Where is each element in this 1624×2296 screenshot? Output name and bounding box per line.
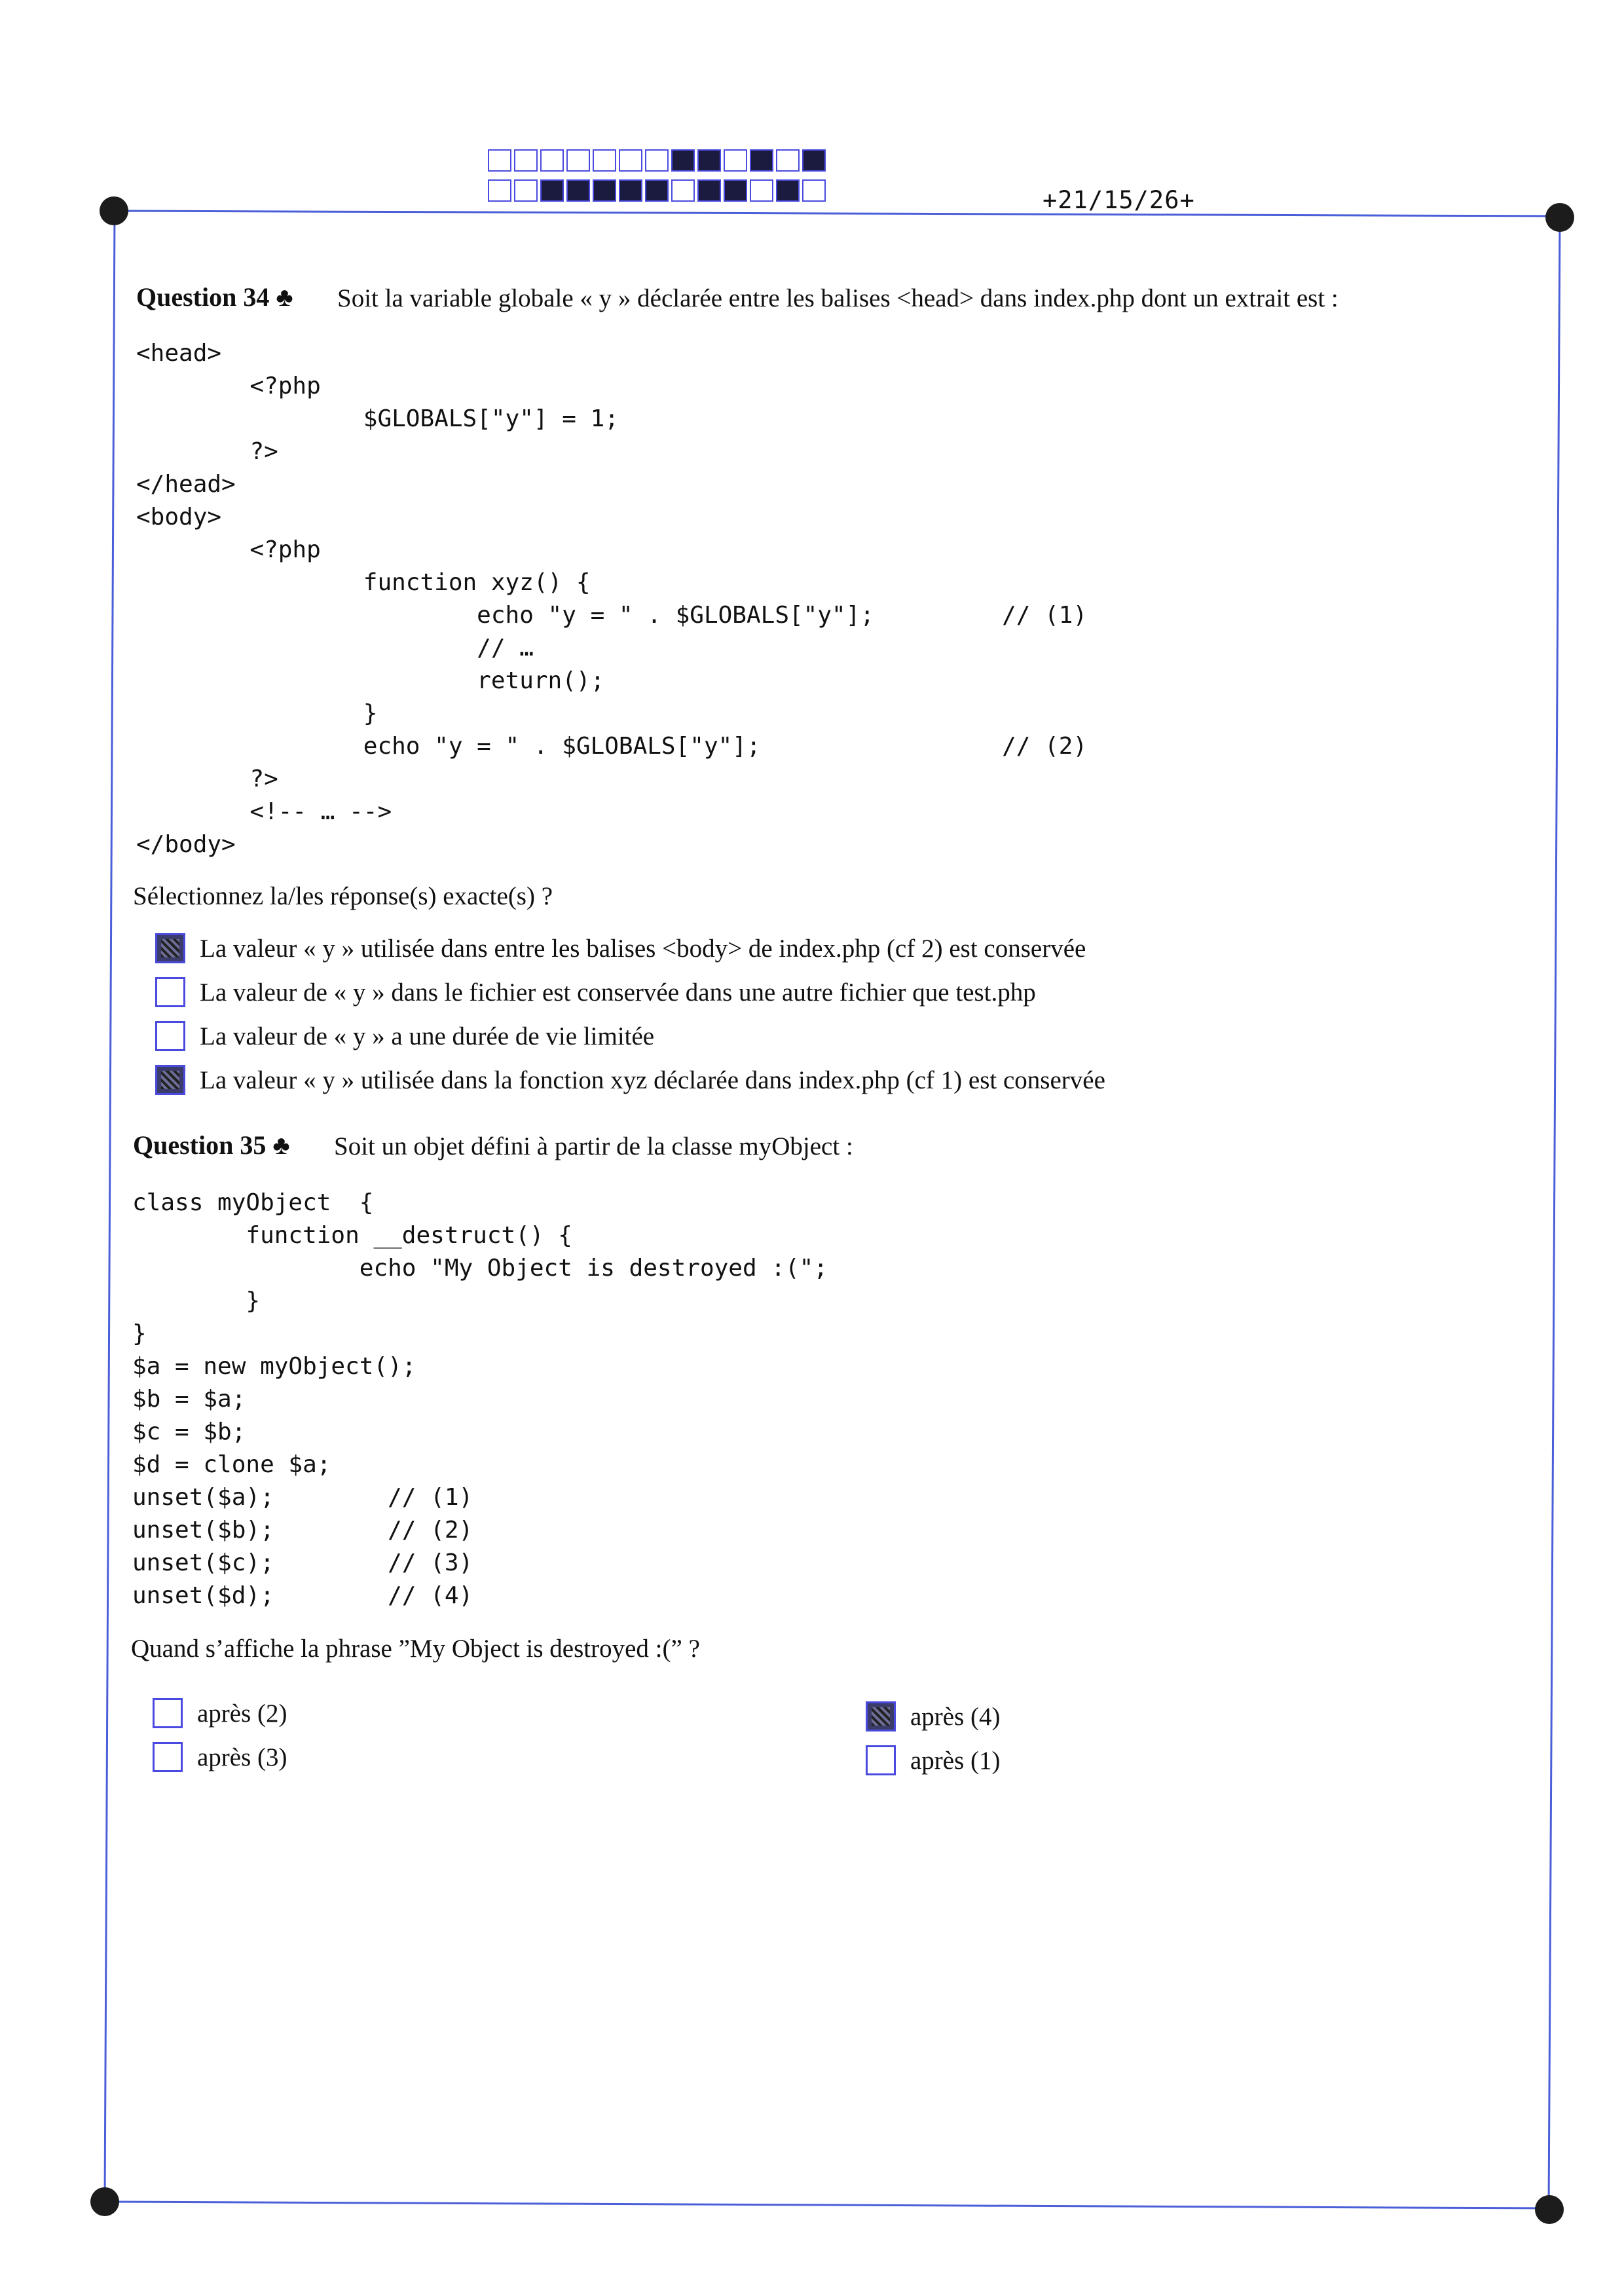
club-icon: ♣ [272, 1130, 290, 1160]
q35-answer-3[interactable] [866, 1701, 1001, 1731]
q34-answer-4-label: La valeur « y » utilisée dans la fonction xyz déclarée dans index.php (cf 1) est conservée [200, 1065, 1105, 1094]
q35-answer-2[interactable] [153, 1742, 287, 1772]
question-35-prompt: Quand s’affiche la phrase ”My Object is destroyed :(” ? [131, 1635, 700, 1663]
q35-answer-2-label: après (3) [197, 1743, 287, 1771]
q34-checkbox-2[interactable] [155, 977, 185, 1007]
barcode-cell [645, 179, 669, 202]
q35-answer-1[interactable] [153, 1698, 287, 1728]
corner-mark-bottom-left [90, 2187, 119, 2216]
question-34-number: Question 34 [136, 282, 270, 312]
question-35-text: Soit un objet défini à partir de la classe myObject : [334, 1132, 853, 1160]
q35-answer-4-label: après (1) [910, 1746, 1001, 1775]
q35-checkbox-2[interactable] [153, 1742, 183, 1772]
barcode-cell [514, 179, 538, 202]
q34-answer-3[interactable] [155, 1021, 654, 1051]
question-34-prompt: Sélectionnez la/les réponse(s) exacte(s) ? [133, 882, 553, 910]
barcode-cell [488, 149, 511, 172]
corner-mark-top-left [100, 196, 128, 225]
question-35-code: class myObject { function __destruct() { echo "My Object is destroyed :("; } } $a = new myObject(); $b = $a; $c = $b; $d = clone $a; unset($a); // (1) unset($b); // (2) unset($c); // (3) unset($d); // (4) [132, 1189, 828, 1609]
q34-answer-1-label: La valeur « y » utilisée dans entre les balises <body> de index.php (cf 2) est conservée [200, 934, 1086, 963]
barcode-row-2 [488, 179, 828, 204]
barcode-cell [724, 149, 747, 172]
barcode-cell [750, 179, 773, 202]
q34-answer-3-label: La valeur de « y » a une durée de vie limitée [200, 1022, 655, 1050]
question-34-title [136, 282, 293, 312]
barcode-cell [697, 149, 721, 172]
barcode-cell [593, 179, 616, 202]
barcode-cell [488, 179, 511, 202]
barcode-cell [619, 179, 642, 202]
q34-answer-2-label: La valeur de « y » dans le fichier est conservée dans une autre fichier que test.php [200, 978, 1036, 1007]
barcode-cell [776, 179, 800, 202]
question-34-code: <head> <?php $GLOBALS["y"] = 1; ?> </head> <body> <?php function xyz() { echo "y = " . $GLOBALS["y"]; // (1) // … return(); } echo "y = " . $GLOBALS["y"]; // (2) ?> <!-- … --> </body> [136, 340, 1088, 858]
barcode-cell [566, 179, 590, 202]
corner-mark-top-right [1545, 203, 1574, 232]
q35-answer-3-label: après (4) [910, 1702, 1001, 1731]
barcode-cell [724, 179, 747, 202]
barcode-row-1 [488, 149, 828, 174]
q34-answer-1[interactable] [155, 933, 1086, 963]
barcode-cell [697, 179, 721, 202]
barcode-cell [776, 149, 800, 172]
id-barcode [488, 149, 828, 210]
q34-checkbox-4[interactable] [155, 1065, 185, 1095]
q35-checkbox-1[interactable] [153, 1698, 183, 1728]
page-code: +21/15/26+ [1043, 186, 1195, 214]
q34-checkbox-1[interactable] [155, 933, 185, 963]
barcode-cell [593, 149, 616, 172]
q34-answer-4[interactable] [155, 1065, 1105, 1095]
q35-checkbox-4[interactable] [866, 1745, 896, 1775]
barcode-cell [645, 149, 669, 172]
q35-answer-1-label: après (2) [197, 1699, 287, 1728]
corner-mark-bottom-right [1535, 2195, 1564, 2224]
barcode-cell [671, 149, 695, 172]
q35-checkbox-3[interactable] [866, 1701, 896, 1731]
club-icon: ♣ [276, 282, 293, 312]
question-34-text: Soit la variable globale « y » déclarée entre les balises <head> dans index.php dont un extrait est : [337, 284, 1338, 312]
barcode-cell [619, 149, 642, 172]
barcode-cell [514, 149, 538, 172]
barcode-cell [540, 149, 564, 172]
barcode-cell [802, 179, 826, 202]
barcode-cell [566, 149, 590, 172]
q34-answer-2[interactable] [155, 977, 1036, 1007]
barcode-cell [540, 179, 564, 202]
barcode-cell [750, 149, 773, 172]
question-35-number: Question 35 [133, 1130, 267, 1160]
barcode-cell [671, 179, 695, 202]
question-35-title [133, 1130, 290, 1160]
q35-answer-4[interactable] [866, 1745, 1001, 1775]
q34-checkbox-3[interactable] [155, 1021, 185, 1051]
barcode-cell [802, 149, 826, 172]
